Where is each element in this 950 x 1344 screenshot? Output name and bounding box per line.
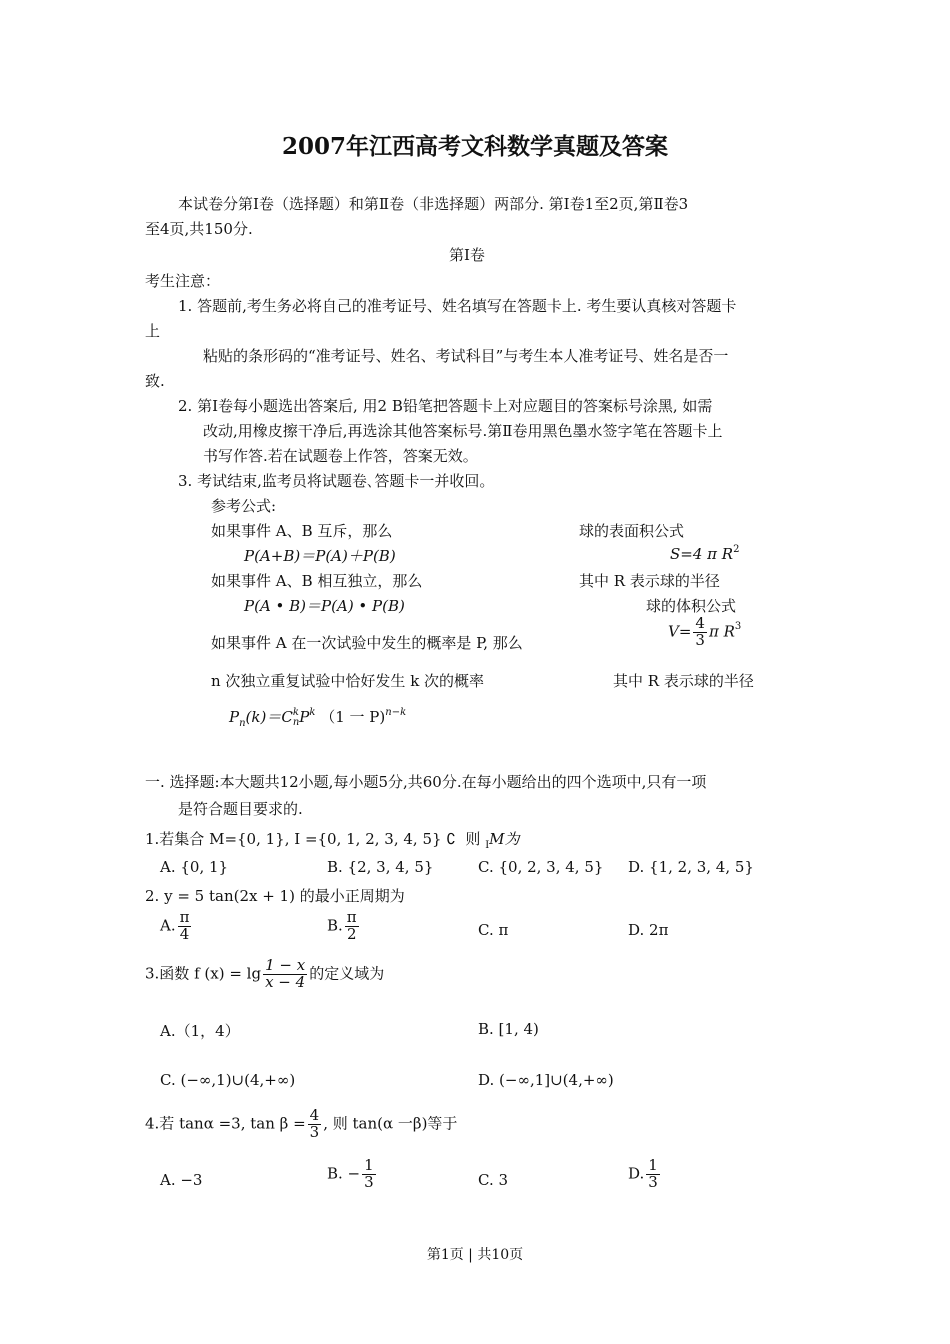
notice-item-2a: 2. 第Ⅰ卷每小题选出答案后, 用2 B铅笔把答题卡上对应题目的答案标号涂黑, 如需 — [178, 397, 713, 415]
q1-stem — [145, 828, 520, 849]
sphere-volume-fraction — [693, 616, 707, 649]
q2-a-den: 4 — [179, 924, 190, 943]
q4-den: 3 — [309, 1122, 320, 1141]
formula-sum-rule: P(A+B)＝P(A)＋P(B) — [244, 547, 396, 565]
q4-num: 4 — [309, 1106, 320, 1124]
q2-option-c: C. π — [478, 921, 509, 939]
q2-option-b — [327, 910, 361, 943]
q4-stem-pre: 4.若 tanα =3, tan β = — [145, 1114, 306, 1133]
notice-item-1c: 粘贴的条形码的“准考证号、姓名、考试科目”与考生本人准考证号、姓名是否一 — [203, 347, 729, 365]
formula-heading: 参考公式: — [211, 497, 277, 515]
binomial-tail: （1 一 P) — [320, 708, 386, 726]
notice-item-1b: 上 — [145, 322, 161, 340]
section1-line-1: 一. 选择题:本大题共12小题,每小题5分,共60分.在每小题给出的四个选项中,只有一项 — [145, 773, 707, 791]
q4-fraction — [308, 1108, 322, 1141]
formula-binomial — [229, 706, 406, 728]
q4-stem — [145, 1108, 457, 1141]
sphere-radius-note-2: 其中 R 表示球的半径 — [613, 672, 754, 690]
q2-stem: 2. y = 5 tan(2x + 1) 的最小正周期为 — [145, 887, 405, 905]
q3-option-c: C. (−∞,1)∪(4,+∞) — [160, 1071, 296, 1089]
q2-option-a — [160, 910, 193, 943]
notice-item-3: 3. 考试结束,监考员将试题卷､答题卡一并收回。 — [178, 472, 495, 490]
formula-mutually-exclusive: 如果事件 A、B 互斥，那么 — [211, 522, 393, 540]
q1-option-c: C. {0, 2, 3, 4, 5} — [478, 858, 604, 876]
binomial-c-sup: k — [292, 707, 299, 718]
notice-heading: 考生注意： — [145, 272, 221, 290]
section1-line-2: 是符合题目要求的. — [178, 800, 303, 818]
q2-b-fraction — [345, 910, 359, 943]
sphere-volume-heading: 球的体积公式 — [646, 597, 737, 615]
q2-b-label: B. — [327, 916, 343, 935]
q4-option-c: C. 3 — [478, 1171, 509, 1189]
sphere-area-sup: 2 — [733, 544, 740, 555]
notice-item-1d: 致. — [145, 372, 165, 390]
formula-independent: 如果事件 A、B 相互独立，那么 — [211, 572, 423, 590]
sphere-volume-formula — [668, 616, 741, 649]
q2-option-d: D. 2π — [628, 921, 669, 939]
q4-b-fraction — [362, 1158, 376, 1191]
q2-a-label: A. — [160, 916, 176, 935]
q3-num: 1 − x — [265, 956, 306, 974]
binomial-pk: P — [299, 708, 310, 726]
binomial-p-sub: n — [239, 718, 246, 729]
q3-option-d: D. (−∞,1]∪(4,+∞) — [478, 1071, 614, 1089]
q4-d-num: 1 — [648, 1156, 658, 1174]
q4-d-den: 3 — [648, 1172, 658, 1191]
q4-option-b — [327, 1158, 378, 1191]
sphere-area-heading: 球的表面积公式 — [579, 522, 685, 540]
q4-b-num: 1 — [364, 1156, 374, 1174]
intro-line-1: 本试卷分第Ⅰ卷（选择题）和第Ⅱ卷（非选择题）两部分. 第Ⅰ卷1至2页,第Ⅱ卷3 — [178, 195, 689, 213]
q3-option-a: A.（1，4） — [160, 1022, 240, 1040]
q3-stem-post: 的定义域为 — [309, 964, 385, 983]
q4-option-a: A. −3 — [160, 1171, 203, 1189]
q2-a-num: π — [179, 908, 190, 926]
sphere-volume-pre: V= — [668, 622, 692, 641]
intro-line-2: 至4页,共150分. — [145, 220, 253, 238]
q1-stem-main: 1.若集合 M={0, 1}, I ={0, 1, 2, 3, 4, 5} ∁ — [145, 830, 456, 848]
q4-b-den: 3 — [364, 1172, 374, 1191]
formula-binomial-text: n 次独立重复试验中恰好发生 k 次的概率 — [211, 672, 485, 690]
q1-stem-sub: I — [485, 840, 490, 851]
q4-option-d — [628, 1158, 662, 1191]
q4-b-label: B. − — [327, 1164, 361, 1183]
q1-stem-then: 则 — [465, 830, 486, 848]
notice-item-1a: 1. 答题前,考生务必将自己的准考证号、姓名填写在答题卡上. 考生要认真核对答题卡 — [178, 297, 737, 315]
q3-stem-pre: 3.函数 f (x) = lg — [145, 964, 262, 983]
notice-item-2b: 改动,用橡皮擦干净后,再选涂其他答案标号.第Ⅱ卷用黑色墨水签字笔在答题卡上 — [203, 422, 723, 440]
q2-b-num: π — [346, 908, 357, 926]
binomial-c-sub: n — [292, 717, 300, 728]
sphere-radius-note-1: 其中 R 表示球的半径 — [579, 572, 720, 590]
notice-item-2c: 书写作答.若在试题卷上作答，答案无效。 — [203, 447, 478, 465]
sphere-area-formula — [670, 545, 739, 563]
sphere-volume-num: 4 — [695, 614, 705, 632]
binomial-ck: (k)＝C — [245, 708, 293, 726]
q4-d-fraction — [646, 1158, 660, 1191]
part1-heading: 第Ⅰ卷 — [449, 246, 485, 264]
sphere-volume-post: π R — [708, 622, 735, 641]
formula-product-rule: P(A • B)＝P(A) • P(B) — [244, 597, 405, 615]
sphere-volume-den: 3 — [695, 630, 705, 649]
page-footer: 第1页 | 共10页 — [426, 1247, 524, 1263]
q4-stem-post: , 则 tan(α 一β)等于 — [323, 1114, 458, 1133]
q1-option-b: B. {2, 3, 4, 5} — [327, 858, 434, 876]
binomial-p: P — [229, 708, 240, 726]
q1-option-d: D. {1, 2, 3, 4, 5} — [628, 858, 754, 876]
sphere-area-text: S=4 π R — [670, 545, 734, 563]
q3-fraction — [263, 958, 307, 991]
q2-a-fraction — [178, 910, 192, 943]
formula-probability-p: 如果事件 A 在一次试验中发生的概率是 P, 那么 — [211, 634, 523, 652]
page-title: 2007年江西高考文科数学真题及答案 — [281, 133, 668, 160]
q4-d-label: D. — [628, 1164, 645, 1183]
binomial-pk-sup: k — [309, 707, 316, 718]
binomial-tail-sup: n−k — [385, 707, 407, 718]
q1-option-a: A. {0, 1} — [160, 858, 229, 876]
q2-b-den: 2 — [346, 924, 357, 943]
q3-stem — [145, 958, 384, 991]
q3-option-b: B. [1, 4) — [478, 1020, 539, 1038]
q1-stem-end: M为 — [489, 830, 520, 848]
sphere-volume-sup: 3 — [734, 621, 742, 633]
q3-den: x − 4 — [265, 972, 306, 991]
